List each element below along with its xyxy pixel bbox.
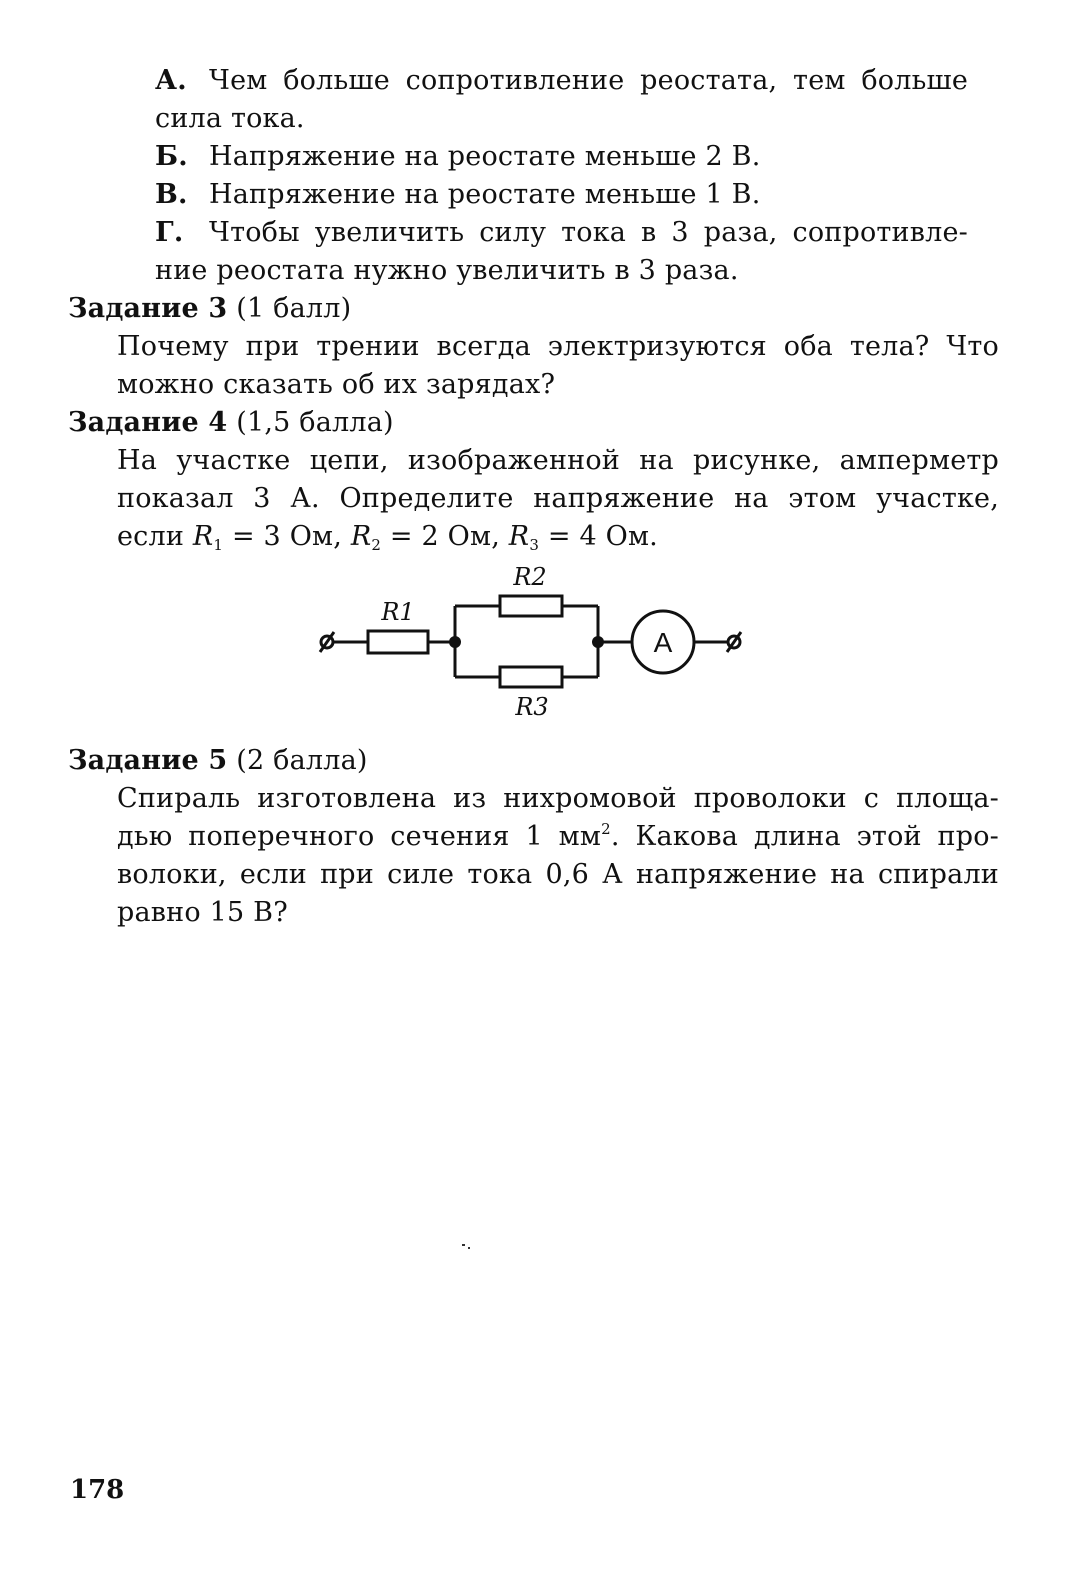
task5-line2-post: . Какова длина этой про- (610, 821, 1000, 852)
scan-speck (468, 1247, 470, 1249)
junction-right (592, 636, 604, 648)
task4-heading (68, 404, 394, 442)
option-a-letter: А. (155, 65, 187, 96)
option-a-text: Чем больше сопротивление реостата, тем больше (209, 65, 968, 96)
task5-line3: волоки, если при силе тока 0,6 А напряжение на спирали (117, 859, 999, 890)
option-v-text: Напряжение на реостате меньше 1 В. (209, 179, 761, 210)
r3-subscript: 3 (529, 536, 540, 554)
r1-subscript: 1 (213, 536, 224, 554)
task4-line2: показал 3 А. Определите напряжение на этом участке, (117, 483, 999, 514)
option-g-line2: ние реостата нужно увеличить в 3 раза. (155, 255, 739, 286)
resistor-r2 (500, 596, 562, 616)
r2-symbol: R (350, 521, 372, 552)
task3-line2: можно сказать об их зарядах? (117, 369, 556, 400)
task5-line1: Спираль изготовлена из нихромовой проволоки с площа- (117, 783, 999, 814)
option-g-line1 (155, 214, 968, 252)
task4-if: если (117, 521, 185, 552)
junction-left (449, 636, 461, 648)
option-g-letter: Г. (155, 217, 184, 248)
task4-points: (1,5 балла) (236, 407, 394, 438)
page-number: 178 (70, 1475, 125, 1505)
label-r3: R3 (515, 693, 549, 721)
task3-points: (1 балл) (236, 293, 352, 324)
task4-title: Задание 4 (68, 407, 228, 438)
task5-line2 (117, 818, 999, 856)
resistor-r1 (368, 631, 428, 653)
r3-value: = 4 Ом. (547, 521, 658, 552)
ammeter-label: A (653, 627, 673, 658)
task4-line1: На участке цепи, изображенной на рисунке, амперметр (117, 445, 999, 476)
task3-title: Задание 3 (68, 293, 228, 324)
option-g-text: Чтобы увеличить силу тока в 3 раза, сопротивле- (209, 217, 968, 248)
task5-line2-sup: 2 (601, 820, 611, 838)
r1-value: = 3 Ом, (231, 521, 343, 552)
r2-value: = 2 Ом, (389, 521, 500, 552)
task5-line4: равно 15 В? (117, 897, 288, 928)
r2-subscript: 2 (371, 536, 382, 554)
r1-symbol: R (192, 521, 214, 552)
task5-heading (68, 742, 368, 780)
scan-speck (462, 1244, 465, 1246)
option-v-letter: В. (155, 179, 188, 210)
option-b-text: Напряжение на реостате меньше 2 В. (209, 141, 761, 172)
r3-symbol: R (508, 521, 530, 552)
option-v (155, 176, 761, 214)
task3-line1: Почему при трении всегда электризуются оба тела? Что (117, 331, 999, 362)
task5-title: Задание 5 (68, 745, 228, 776)
circuit-diagram (300, 560, 770, 725)
task5-points: (2 балла) (236, 745, 368, 776)
task3-heading (68, 290, 351, 328)
option-a-line2: сила тока. (155, 103, 305, 134)
task5-line2-pre: дью поперечного сечения 1 мм (117, 821, 602, 852)
resistor-r3 (500, 667, 562, 687)
label-r2: R2 (513, 563, 547, 591)
option-b-letter: Б. (155, 141, 188, 172)
option-a-line1 (155, 62, 968, 100)
option-b (155, 138, 761, 176)
label-r1: R1 (381, 598, 415, 626)
task4-line3 (117, 518, 658, 556)
